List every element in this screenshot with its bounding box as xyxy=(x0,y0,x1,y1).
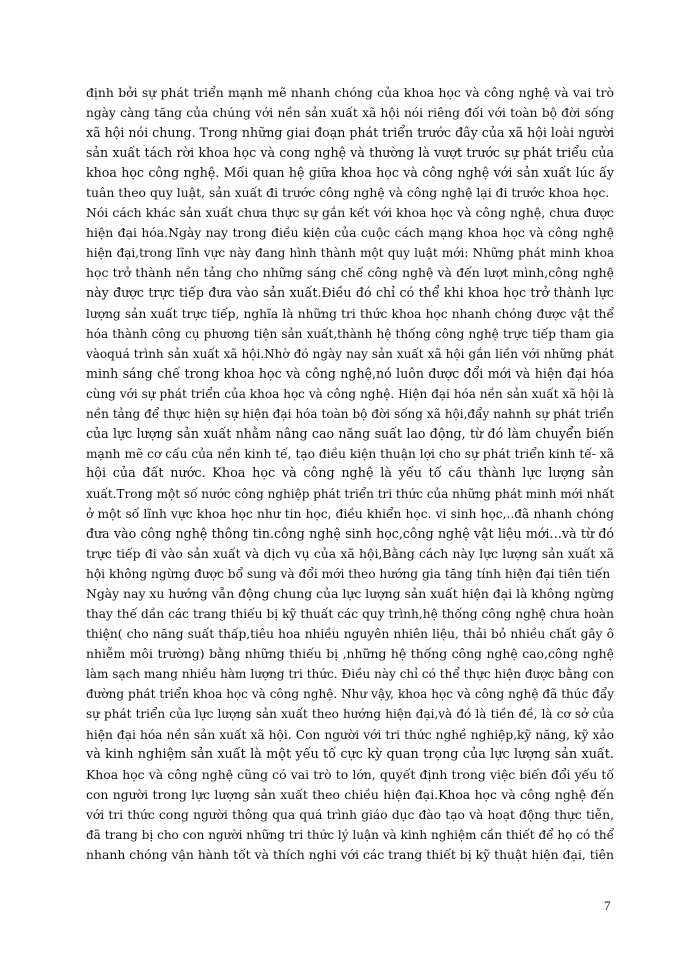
text-line: định bởi sự phát triển mạnh mẽ nhanh chóng của khoa học và công nghệ và vai trò xyxy=(86,85,614,100)
text-line: sự phát triển của lực lượng sản xuất theo hướng hiện đại,và đó là tiền đề, là cơ sở của xyxy=(86,707,614,722)
page-number: 7 xyxy=(604,898,611,913)
text-line: Ngày nay xu hướng vẫn động chung của lực lượng sản xuất hiện đại là không ngừng xyxy=(86,586,614,602)
text-line: lượng sản xuất trực tiếp, nghĩa là những tri thức khoa học nhanh chóng được vật thể xyxy=(86,306,614,321)
text-line: của lực lượng sản xuất nhằm nâng cao năng suất lao động, từ đó làm chuyển biến xyxy=(86,425,614,441)
text-line: thiện( cho năng suất thấp,tiêu hoa nhiều nguyên nhiên liệu, thải bỏ nhiều chất gây ô xyxy=(86,627,614,642)
text-line: Nói cách khác sản xuất chưa thực sự gắn kết với khoa học và công nghệ, chưa được xyxy=(86,205,614,221)
text-line: hội của đất nước. Khoa học và công nghệ là yếu tố cấu thành lực lượng sản xyxy=(86,465,614,481)
text-line: ngày càng tăng của chúng với nền sản xuất xã hội nói riêng đối với toàn bộ đời sống xyxy=(86,106,614,121)
text-line: ở một số lĩnh vực khoa học như tin học, điều khiển học. vi sinh học,..đã nhanh chóng xyxy=(86,506,614,521)
text-line: hiện đại,trong lĩnh vực này đang hình thành một quy luật mới: Những phát minh khoa xyxy=(86,246,614,261)
text-line: minh sáng chế trong khoa học và công nghệ,nó luôn được đổi mới và hiện đại hóa xyxy=(86,365,614,381)
text-line: sản xuất tách rời khoa học và cong nghệ và thường là vượt trước sự phát triểu của xyxy=(86,145,614,161)
text-line: này được trực tiếp đưa vào sản xuất.Điều đó chỉ có thể khi khoa học trở thành lực xyxy=(86,285,614,301)
text-line: hội không ngừng được bổ sung và đổi mới theo hướng gia tăng tính hiện đại tiên tiến xyxy=(86,567,611,582)
text-line: đã trang bị cho con người những tri thức lý luận và kinh nghiệm cần thiết để họ có thể xyxy=(86,827,614,842)
text-line: hóa thành công cụ phương tiện sản xuất,thành hệ thống công nghệ trực tiếp tham gia xyxy=(86,326,614,341)
text-line: vàoquá trình sản xuất xã hội.Nhờ đó ngày nay sản xuất xã hội gắn liền với những phát xyxy=(86,346,614,361)
text-line: đưa vào công nghệ thông tin.công nghệ sinh học,công nghệ vật liệu mới…và từ đó xyxy=(86,526,614,542)
text-line: khoa học công nghệ. Mối quan hệ giữa khoa học và công nghệ với sản xuất lúc ấy xyxy=(86,165,614,181)
text-line: làm sạch mang nhiều hàm lượng tri thức. Điều này chỉ có thể thực hiện được bằng con xyxy=(86,667,614,682)
text-line: con người trong lực lượng sản xuất theo chiều hiện đại.Khoa học và công nghệ đến xyxy=(86,786,614,802)
text-line: mạnh mẽ cơ cấu của nền kinh tế, tạo điều kiện thuận lợi cho sự phát triển kinh tế- xã xyxy=(86,446,614,461)
text-line: và kinh nghiệm sản xuất là một yếu tố cực kỳ quan trọng của lực lượng sản xuất. xyxy=(86,746,614,762)
text-line: nhanh chóng vận hành tốt và thích nghi với các trang thiết bị kỹ thuật hiện đại, tiên xyxy=(86,846,614,862)
text-line: Khoa học và công nghệ cũng có vai trò to lớn, quyết định trong việc biến đổi yếu tố xyxy=(86,766,614,782)
text-line: xuất.Trong một số nước công nghiệp phát triển tri thức của những phát minh mới nhất xyxy=(86,486,614,501)
text-line: đường phát triển khoa học và công nghệ. Như vậy, khoa học và công nghệ đã thúc đẩy xyxy=(86,687,614,702)
text-line: thay thế dần các trang thiếu bị kỹ thuất các quy trình,hệ thống công nghệ chưa hoàn xyxy=(86,607,614,622)
text-line: nhiễm môi trường) bằng những thiếu bị ,những hệ thống công nghệ cao,công nghệ xyxy=(86,646,614,662)
text-line: trực tiếp đi vào sản xuất và dịch vụ của xã hội,Bằng cách này lực lượng sản xuất xã xyxy=(86,546,614,562)
text-line: xã hội nói chung. Trong những giai đoạn phát triển trước đây của xã hội loài người xyxy=(86,125,614,141)
text-line: tuân theo quy luật, sản xuất đi trước công nghệ và công nghệ lại đi trước khoa học. xyxy=(86,185,610,201)
text-line: nền tảng để thực hiện sự hiện đại hóa toàn bộ đời sống xã hội,đẩy nahnh sự phát triển xyxy=(86,406,614,421)
text-line: hiện đại hóa.Ngày nay trong điều kiện của cuộc cách mạng khoa học và công nghệ xyxy=(86,225,614,241)
text-line: học trở thành nền tảng cho những sáng chế công nghệ và đến lượt mình,công nghệ xyxy=(86,265,614,281)
body-text xyxy=(86,83,614,865)
text-line: cùng với sự phát triển của khoa học và công nghệ. Hiện đại hóa nền sản xuất xã hội là xyxy=(86,386,614,401)
text-line: với tri thức cong người thông qua quá trình giáo dục đào tạo và hoạt động thực tiễn, xyxy=(86,807,614,822)
text-line: hiện đại hóa nền sản xuất xã hội. Con người với tri thức nghề nghiệp,kỹ năng, kỹ xảo xyxy=(86,727,614,742)
